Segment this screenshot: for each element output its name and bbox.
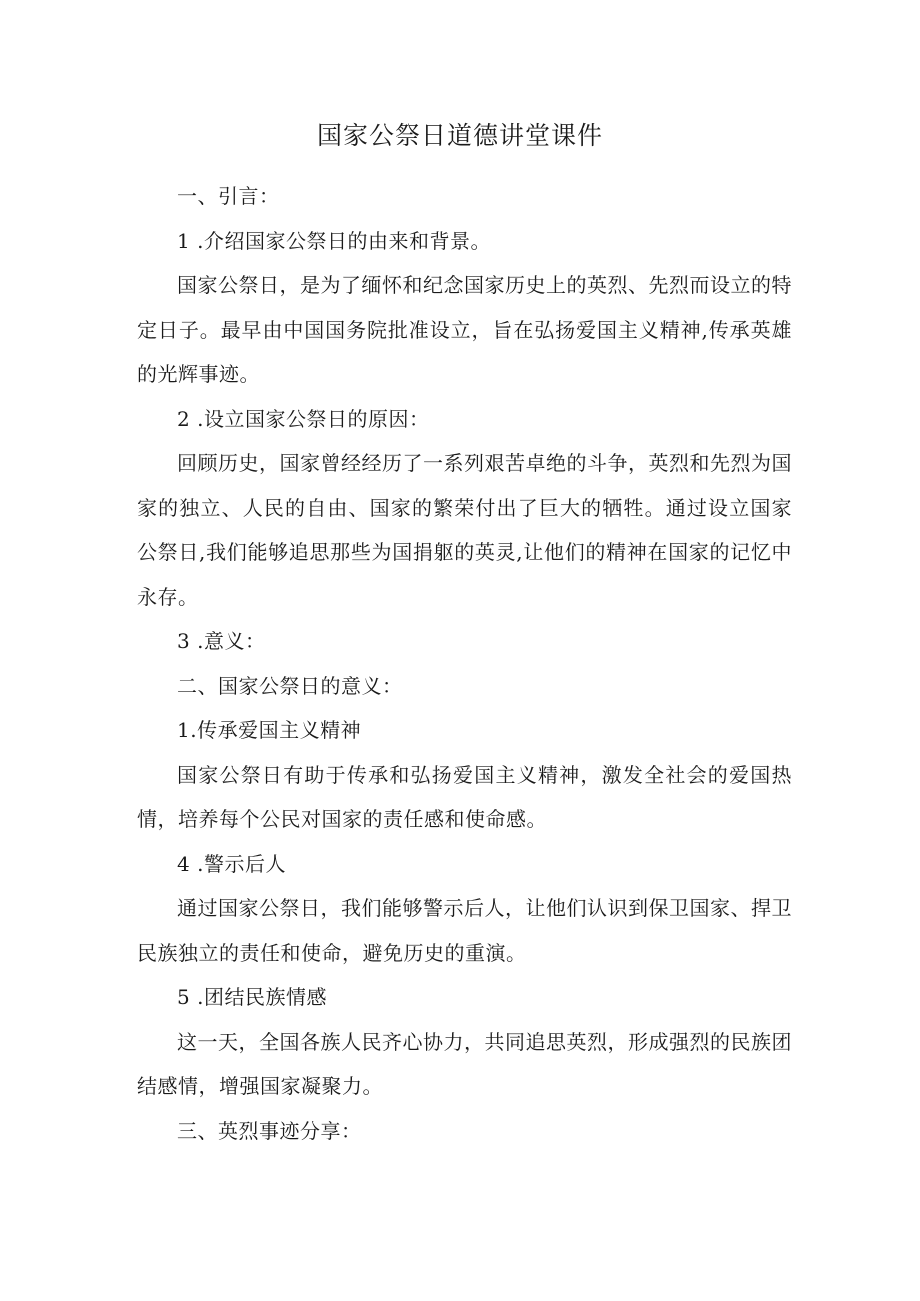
section-heading-heroes: 三、英烈事迹分享： bbox=[177, 1118, 362, 1143]
document-title: 国家公祭日道德讲堂课件 bbox=[316, 121, 603, 150]
section-heading-significance: 二、国家公祭日的意义： bbox=[177, 673, 403, 698]
list-item-meaning: 3 .意义： bbox=[177, 629, 266, 653]
body-paragraph: 这一天，全国各族人民齐心协力，共同追思英烈，形成强烈的民族团结感情，增强国家凝聚力。 bbox=[137, 1029, 792, 1098]
body-paragraph: 国家公祭日有助于传承和弘扬爱国主义精神，激发全社会的爱国热情，培养每个公民对国家的责任感和使命感。 bbox=[137, 762, 792, 831]
list-item-warning: 4 .警示后人 bbox=[177, 851, 286, 876]
body-paragraph: 国家公祭日，是为了缅怀和纪念国家历史上的英烈、先烈而设立的特定日子。最早由中国国务院批准设立，旨在弘扬爱国主义精神,传承英雄的光辉事迹。 bbox=[137, 273, 792, 386]
list-item-patriotism: 1.传承爱国主义精神 bbox=[177, 718, 362, 742]
list-item-reason: 2 .设立国家公祭日的原因： bbox=[177, 406, 430, 431]
section-heading-intro: 一、引言： bbox=[177, 184, 280, 208]
list-item-origin: 1 .介绍国家公祭日的由来和背景。 bbox=[177, 228, 491, 253]
document-body bbox=[137, 174, 792, 1153]
body-paragraph: 通过国家公祭日，我们能够警示后人，让他们认识到保卫国家、捍卫民族独立的责任和使命，避免历史的重演。 bbox=[137, 896, 792, 965]
list-item-unity: 5 .团结民族情感 bbox=[177, 985, 327, 1009]
body-paragraph: 回顾历史，国家曾经经历了一系列艰苦卓绝的斗争，英烈和先烈为国家的独立、人民的自由、国家的繁荣付出了巨大的牺牲。通过设立国家公祭日,我们能够追思那些为国捐躯的英灵,让他们的精神在国家的记忆中永存。 bbox=[137, 451, 792, 609]
